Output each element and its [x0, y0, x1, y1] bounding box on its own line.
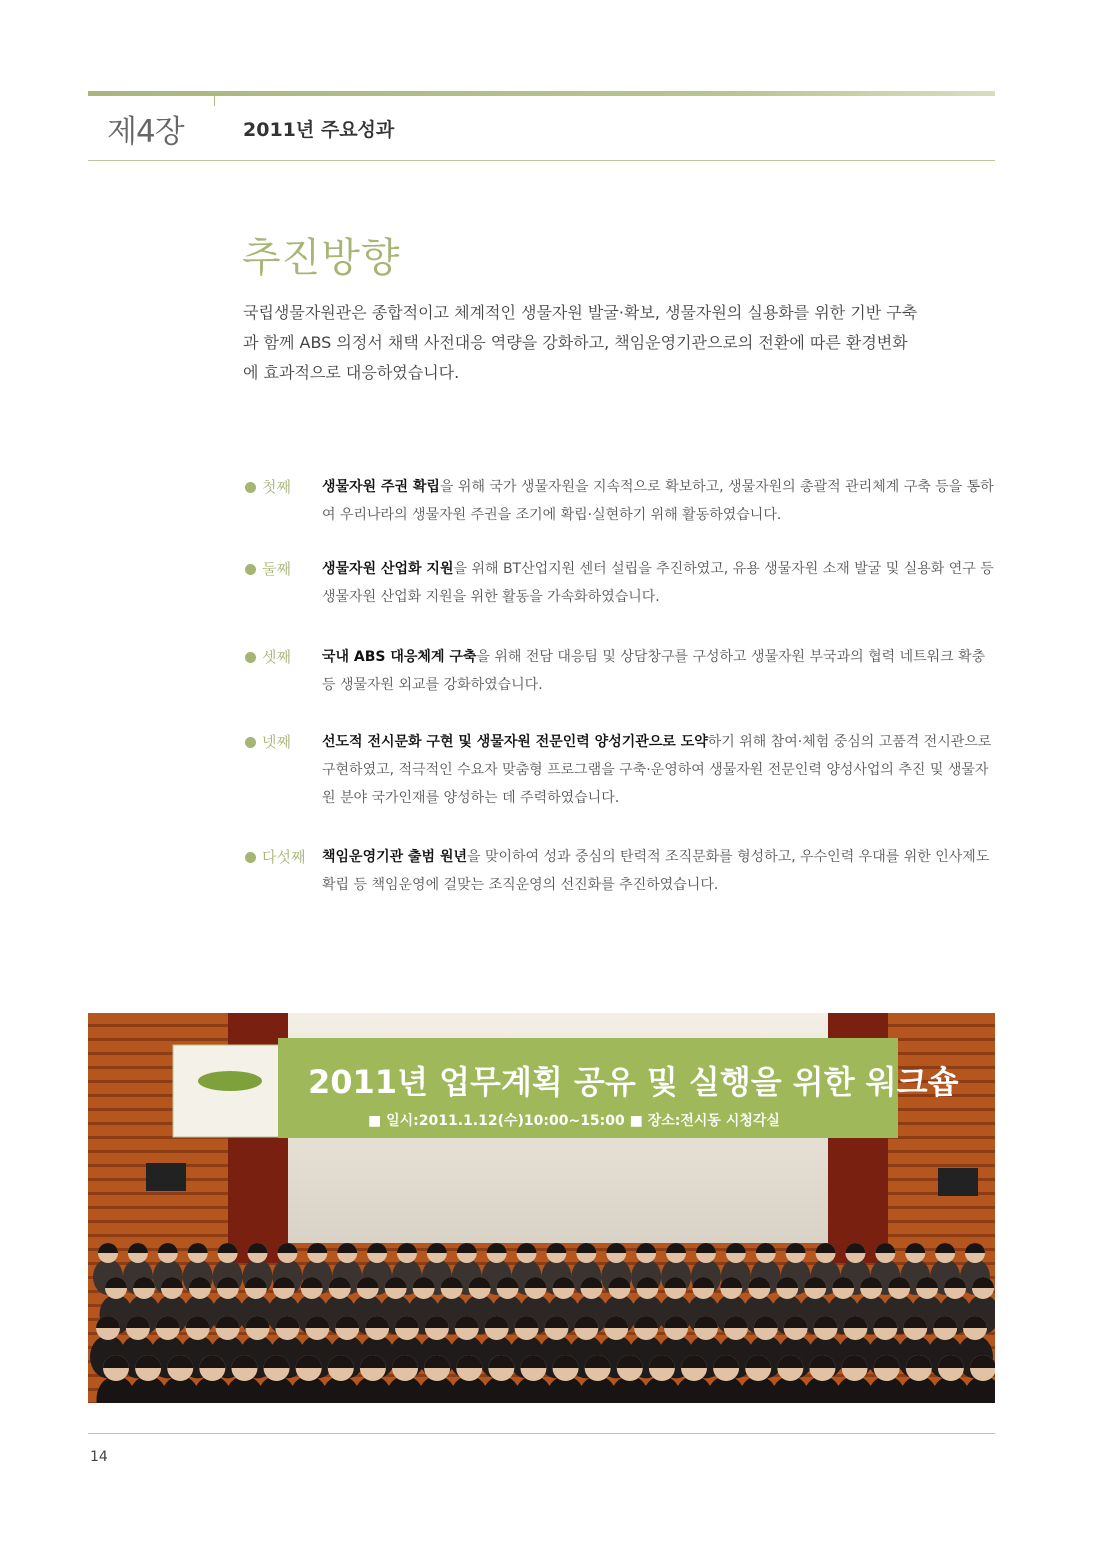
- item-marker: 다섯째: [245, 843, 305, 871]
- chapter-label: 제4장: [107, 114, 184, 150]
- item-keyword: 국내 ABS 대응체계 구축: [322, 649, 477, 665]
- item-body: [322, 843, 997, 899]
- item-marker: 첫째: [245, 473, 291, 501]
- item-marker: 셋째: [245, 643, 291, 671]
- photo-illustration: [88, 1013, 995, 1403]
- bullet-dot-icon: [245, 652, 256, 663]
- item-keyword: 생물자원 주권 확립: [322, 479, 440, 495]
- banner-details: ■ 일시:2011.1.12(수)10:00~15:00 ■ 장소:전시동 시청각실: [368, 1113, 780, 1129]
- chapter-title: 2011년 주요성과: [243, 119, 395, 141]
- item-text: 을 위해 전담 대응팀 및 상담창구를 구성하고 생물자원 부국과의 협력 네트워크 확충 등 생물자원 외교를 강화하였습니다.: [322, 649, 986, 693]
- section-heading: 추진방향: [242, 235, 401, 281]
- item-text: 을 위해 BT산업지원 센터 설립을 추진하였고, 유용 생물자원 소재 발굴 및 실용화 연구 등 생물자원 산업화 지원을 위한 활동을 가속화하였습니다.: [322, 561, 994, 605]
- logo-emblem-icon: [198, 1071, 262, 1091]
- item-body: [322, 555, 997, 611]
- top-rule: [88, 91, 995, 96]
- item-text: 을 위해 국가 생물자원을 지속적으로 확보하고, 생물자원의 총괄적 관리체계 구축 등을 통하여 우리나라의 생물자원 주권을 조기에 확립·실현하기 위해 활동하였습니다.: [322, 479, 994, 523]
- item-keyword: 책임운영기관 출범 원년: [322, 849, 467, 865]
- item-body: [322, 643, 997, 699]
- bullet-dot-icon: [245, 564, 256, 575]
- item-text: 하기 위해 참여·체험 중심의 고품격 전시관으로 구현하였고, 적극적인 수요자 맞춤형 프로그램을 구축·운영하여 생물자원 전문인력 양성사업의 추진 및 생물자원 분야 국가인재를 양성하는 데 주력하였습니다.: [322, 734, 992, 806]
- chapter-tick: [214, 96, 215, 106]
- item-text: 을 맞이하여 성과 중심의 탄력적 조직문화를 형성하고, 우수인력 우대를 위한 인사제도 확립 등 책임운영에 걸맞는 조직운영의 선진화를 추진하였습니다.: [322, 849, 990, 893]
- footer-rule: [88, 1433, 995, 1434]
- workshop-group-photo: [88, 1013, 995, 1403]
- intro-paragraph: 국립생물자원관은 종합적이고 체계적인 생물자원 발굴·확보, 생물자원의 실용화를 위한 기반 구축과 함께 ABS 의정서 채택 사전대응 역량을 강화하고, 책임운영기관으로의 전환에 따른 환경변화에 효과적으로 대응하였습니다.: [243, 303, 918, 382]
- item-marker: 둘째: [245, 555, 291, 583]
- banner-title: 2011년 업무계획 공유 및 실행을 위한 워크숍: [308, 1063, 959, 1101]
- item-keyword: 선도적 전시문화 구현 및 생물자원 전문인력 양성기관으로 도약: [322, 734, 708, 750]
- page-number: 14: [90, 1449, 108, 1465]
- item-body: [322, 473, 997, 529]
- item-body: [322, 728, 997, 812]
- header-rule: [88, 160, 995, 161]
- item-marker: 넷째: [245, 728, 291, 756]
- bullet-dot-icon: [245, 852, 256, 863]
- item-keyword: 생물자원 산업화 지원: [322, 561, 454, 577]
- bullet-dot-icon: [245, 737, 256, 748]
- bullet-dot-icon: [245, 482, 256, 493]
